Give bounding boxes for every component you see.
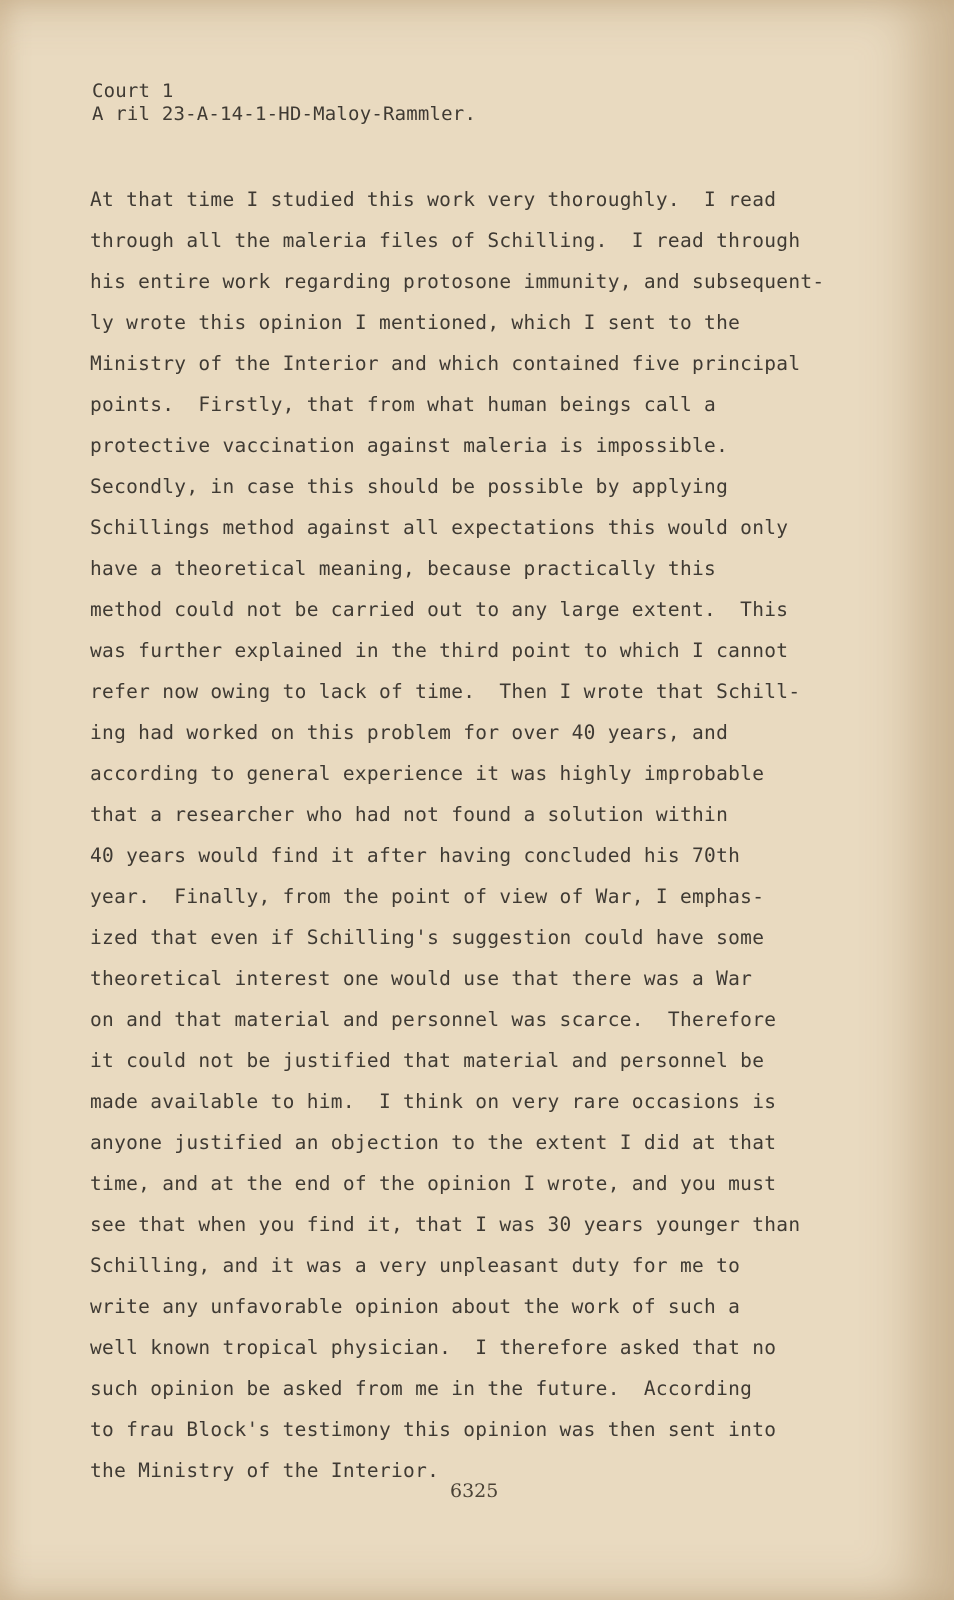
text-line: on and that material and personnel was scarce. Therefore — [90, 1008, 777, 1031]
text-line: Schilling, and it was a very unpleasant duty for me to — [90, 1254, 741, 1277]
text-line: was further explained in the third point to which I cannot — [90, 639, 789, 662]
text-line: it could not be justified that material and personnel be — [90, 1049, 765, 1072]
text-line: Schillings method against all expectations this would only — [90, 516, 789, 539]
text-line: theoretical interest one would use that there was a War — [90, 967, 753, 990]
text-line: method could not be carried out to any large extent. This — [90, 598, 789, 621]
text-line: 40 years would find it after having concluded his 70th — [90, 844, 741, 867]
text-line: ly wrote this opinion I mentioned, which I sent to the — [90, 311, 741, 334]
text-line: write any unfavorable opinion about the work of such a — [90, 1295, 741, 1318]
text-line: according to general experience it was highly improbable — [90, 762, 765, 785]
text-line: anyone justified an objection to the extent I did at that — [90, 1131, 777, 1154]
transcript-body — [90, 179, 930, 1491]
text-line: the Ministry of the Interior. — [90, 1459, 440, 1482]
text-line: have a theoretical meaning, because practically this — [90, 557, 717, 580]
text-line: protective vaccination against maleria is impossible. — [90, 434, 729, 457]
text-line: Secondly, in case this should be possible by applying — [90, 475, 729, 498]
document-header — [92, 80, 476, 126]
text-line: to frau Block's testimony this opinion was then sent into — [90, 1418, 777, 1441]
reference-line: A ril 23-A-14-1-HD-Maloy-Rammler. — [92, 103, 477, 125]
text-line: see that when you find it, that I was 30 years younger than — [90, 1213, 801, 1236]
text-line: points. Firstly, that from what human beings call a — [90, 393, 717, 416]
text-line: made available to him. I think on very rare occasions is — [90, 1090, 777, 1113]
text-line: refer now owing to lack of time. Then I wrote that Schill- — [90, 680, 801, 703]
text-line: through all the maleria files of Schilling. I read through — [90, 229, 801, 252]
text-line: that a researcher who had not found a solution within — [90, 803, 729, 826]
text-line: Ministry of the Interior and which contained five principal — [90, 352, 801, 375]
text-line: his entire work regarding protosone immunity, and subsequent- — [90, 270, 825, 293]
text-line: such opinion be asked from me in the future. According — [90, 1377, 753, 1400]
text-line: time, and at the end of the opinion I wrote, and you must — [90, 1172, 777, 1195]
text-line: At that time I studied this work very thoroughly. I read — [90, 188, 777, 211]
text-line: year. Finally, from the point of view of War, I emphas- — [90, 885, 765, 908]
text-line: ing had worked on this problem for over 40 years, and — [90, 721, 729, 744]
page-number: 6325 — [450, 1480, 499, 1502]
text-line: ized that even if Schilling's suggestion could have some — [90, 926, 765, 949]
court-label: Court 1 — [92, 80, 174, 102]
text-line: well known tropical physician. I therefore asked that no — [90, 1336, 777, 1359]
